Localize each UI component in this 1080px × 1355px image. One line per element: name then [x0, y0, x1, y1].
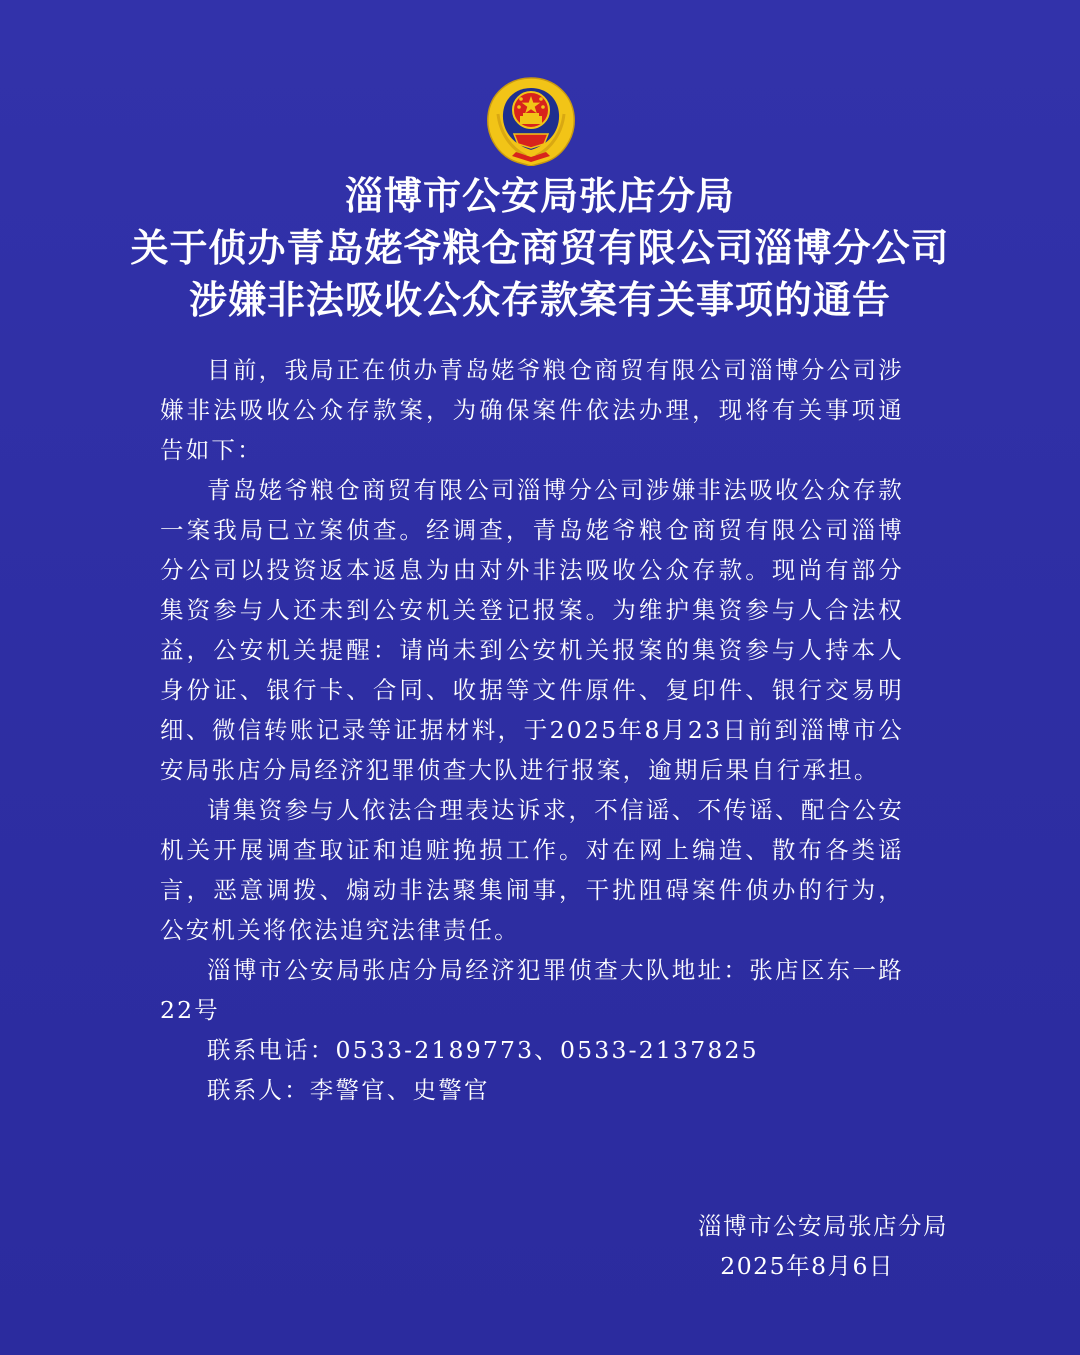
notice-body [160, 350, 904, 1110]
paragraph-phone: 联系电话：0533-2189773、0533-2137825 [207, 1036, 759, 1064]
paragraph-warning: 请集资参与人依法合理表达诉求，不信谣、不传谣、配合公安机关开展调查取证和追赃挽损工作。对在网上编造、散布各类谣言，恶意调拨、煽动非法聚集闹事，干扰阻碍案件侦办的行为，公安机关将依法追究法律责任。 [160, 796, 904, 944]
title-line-1: 淄博市公安局张店分局 [344, 174, 735, 218]
title-line-2: 关于侦办青岛姥爷粮仓商贸有限公司淄博分公司 [130, 226, 950, 270]
signature-block [650, 1206, 950, 1286]
paragraph-intro: 目前，我局正在侦办青岛姥爷粮仓商贸有限公司淄博分公司涉嫌非法吸收公众存款案，为确保案件依法办理，现将有关事项通告如下： [160, 356, 904, 464]
paragraph-contact: 联系人：李警官、史警官 [207, 1076, 490, 1104]
signature-organization: 淄博市公安局张店分局 [698, 1212, 948, 1240]
paragraph-address: 淄博市公安局张店分局经济犯罪侦查大队地址：张店区东一路22号 [160, 956, 904, 1024]
paragraph-investigation: 青岛姥爷粮仓商贸有限公司淄博分公司涉嫌非法吸收公众存款一案我局已立案侦查。经调查，青岛姥爷粮仓商贸有限公司淄博分公司以投资返本返息为由对外非法吸收公众存款。现尚有部分集资参与人还未到公安机关登记报案。为维护集资参与人合法权益，公安机关提醒：请尚未到公安机关报案的集资参与人持本人身份证、银行卡、合同、收据等文件原件、复印件、银行交易明细、微信转账记录等证据材料，于2025年8月23日前到淄博市公安局张店分局经济犯罪侦查大队进行报案，逾期后果自行承担。 [160, 476, 904, 784]
police-emblem-icon [484, 74, 578, 166]
notice-title [0, 170, 1080, 326]
title-line-3: 涉嫌非法吸收公众存款案有关事项的通告 [188, 278, 891, 322]
signature-date: 2025年8月6日 [720, 1252, 894, 1280]
